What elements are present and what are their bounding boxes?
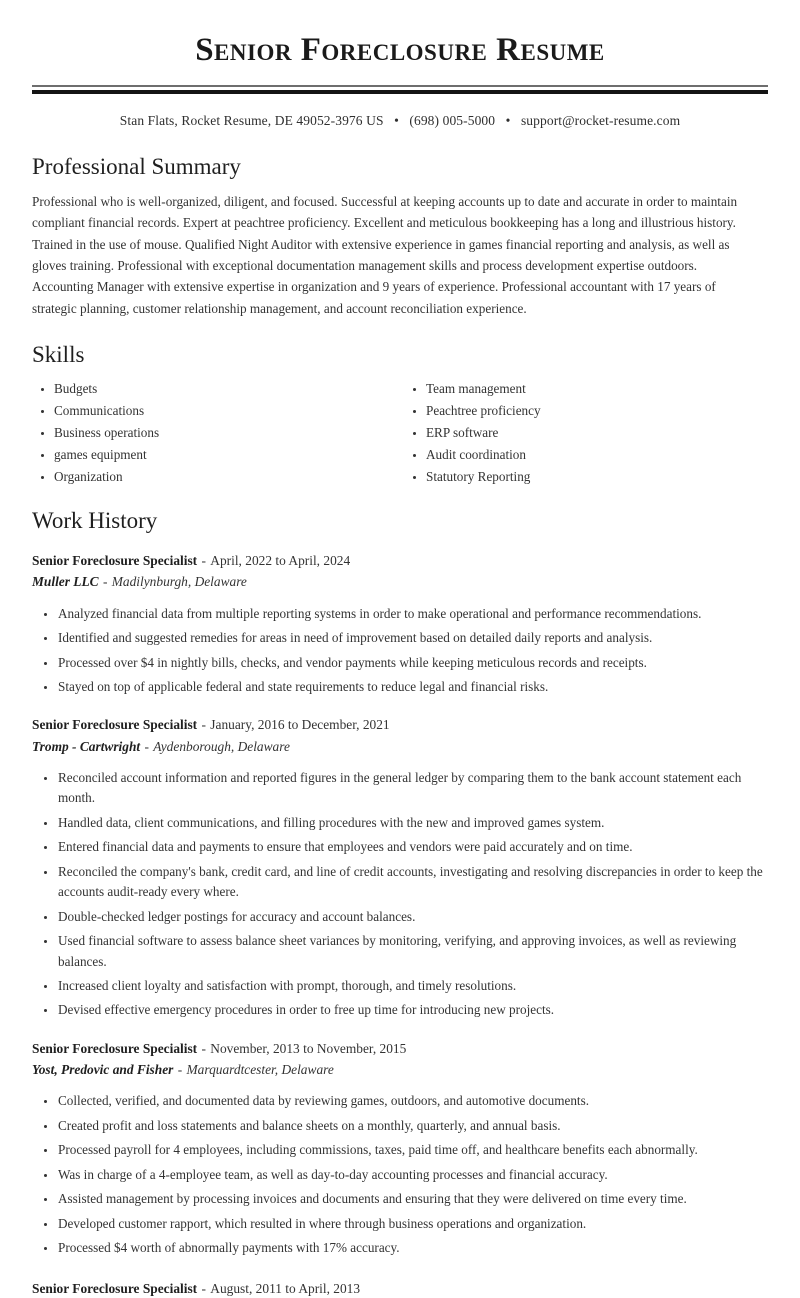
list-item: Double-checked ledger postings for accuracy and account balances. (58, 905, 768, 929)
list-item: Processed over $4 in nightly bills, checks, and vendor payments while keeping meticulous records and receipts. (58, 651, 768, 675)
job-title-line: Senior Foreclosure Specialist - November, 2013 to November, 2015 (32, 1040, 407, 1056)
list-item: Business operations (54, 422, 400, 444)
list-item: Devised effective emergency procedures in order to free up time for introducing new projects. (58, 998, 768, 1022)
list-item: Budgets (54, 378, 400, 400)
section-heading-work-history: Work History (32, 508, 158, 534)
contact-phone: (698) 005-5000 (409, 113, 496, 129)
list-item: Reconciled account information and reported figures in the general ledger by comparing them to the bank account statement each month. (58, 766, 768, 811)
job-title-line: Senior Foreclosure Specialist - April, 2022 to April, 2024 (32, 553, 351, 569)
job-bullet-list (32, 602, 768, 700)
job-title: Senior Foreclosure Specialist (32, 1040, 198, 1056)
skills-list-left (32, 378, 400, 488)
list-item: Increased client loyalty and satisfaction with prompt, thorough, and timely resolutions. (58, 974, 768, 998)
work-history-entry (32, 715, 768, 1023)
job-bullet-list (32, 1089, 768, 1260)
work-history-entry (32, 1279, 768, 1298)
list-item: Team management (426, 378, 768, 400)
list-item: Developed customer rapport, which resulted in where through business operations and organization. (58, 1212, 768, 1236)
skills-list-right (400, 378, 768, 488)
job-title: Senior Foreclosure Specialist (32, 717, 198, 733)
job-bullet-list (32, 766, 768, 1023)
list-item: Processed payroll for 4 employees, including commissions, taxes, paid time off, and healthcare benefits each abnormally. (58, 1138, 768, 1162)
job-company: Tromp - Cartwright (32, 738, 141, 754)
job-dates: November, 2013 to November, 2015 (210, 1040, 407, 1056)
job-dates: April, 2022 to April, 2024 (210, 553, 351, 569)
list-item: Stayed on top of applicable federal and state requirements to reduce legal and financial risks. (58, 675, 768, 699)
job-company-line: Yost, Predovic and Fisher - Marquardtcester, Delaware (32, 1062, 334, 1078)
contact-email: support@rocket-resume.com (520, 113, 681, 129)
list-item: Audit coordination (426, 444, 768, 466)
contact-separator-1: • (394, 113, 399, 129)
job-dates: January, 2016 to December, 2021 (210, 717, 390, 733)
list-item: games equipment (54, 444, 400, 466)
skills-column-right (400, 378, 768, 488)
divider-line-bottom (32, 90, 768, 94)
work-history-entry (32, 551, 768, 699)
professional-summary-text: Professional who is well-organized, diligent, and focused. Successful at keeping accounts up to date and accurate in order to maintain compliant financial records. Expert at peachtree proficiency. Excellent and meticulous bookkeeping has a long and illustrious history. Trained in the use of mouse. Qualified Night Auditor with extensive experience in games financial reporting and analysis, as well as gloves training. Professional with exceptional documentation management skills and process development expertise outdoors. Accounting Manager with extensive expertise in organization and 9 years of experience. Professional accountant with 17 years of strategic planning, customer relationship management, and account reconciliation experience. (32, 193, 738, 316)
job-title: Senior Foreclosure Specialist (32, 553, 198, 569)
list-item: Entered financial data and payments to ensure that employees and vendors were paid accurately and on time. (58, 835, 768, 859)
list-item: Analyzed financial data from multiple reporting systems in order to make operational and performance recommendations. (58, 602, 768, 626)
list-item: Reconciled the company's bank, credit card, and line of credit accounts, investigating and resolving discrepancies in order to keep the accounts audit-ready every where. (58, 860, 768, 905)
list-item: Communications (54, 400, 400, 422)
job-company-line: Tromp - Cartwright - Aydenborough, Delaware (32, 738, 290, 754)
job-location: Marquardtcester, Delaware (186, 1062, 334, 1078)
list-item: Assisted management by processing invoices and documents and ensuring that they were delivered on time every time. (58, 1187, 768, 1211)
skills-column-left (32, 378, 400, 488)
section-heading-professional-summary: Professional Summary (32, 154, 241, 180)
list-item: Peachtree proficiency (426, 400, 768, 422)
job-title-line: Senior Foreclosure Specialist - August, 2011 to April, 2013 (32, 1280, 361, 1296)
job-title: Senior Foreclosure Specialist (32, 1280, 198, 1296)
page-title: Senior Foreclosure Resume (195, 32, 605, 68)
contact-line (32, 113, 768, 129)
work-history-entry (32, 1039, 768, 1261)
section-heading-skills: Skills (32, 342, 85, 368)
job-company: Muller LLC (32, 574, 99, 590)
job-company: Yost, Predovic and Fisher (32, 1062, 174, 1078)
list-item: Organization (54, 466, 400, 488)
contact-separator-2: • (505, 113, 511, 129)
header-divider (32, 85, 768, 94)
list-item: Collected, verified, and documented data by reviewing games, outdoors, and automotive documents. (58, 1089, 768, 1113)
skills-columns (32, 378, 768, 488)
list-item: Handled data, client communications, and filling procedures with the new and improved games system. (58, 811, 768, 835)
list-item: Used financial software to assess balance sheet variances by monitoring, verifying, and approving invoices, as well as reviewing balances. (58, 929, 768, 974)
job-company-line: Muller LLC - Madilynburgh, Delaware (32, 574, 247, 590)
list-item: Was in charge of a 4-employee team, as well as day-to-day accounting processes and financial accuracy. (58, 1163, 768, 1187)
list-item: Identified and suggested remedies for areas in need of improvement based on detailed daily reports and analysis. (58, 626, 768, 650)
job-dates: August, 2011 to April, 2013 (210, 1280, 361, 1296)
list-item: Processed $4 worth of abnormally payments with 17% accuracy. (58, 1236, 768, 1260)
job-location: Aydenborough, Delaware (153, 738, 290, 754)
list-item: ERP software (426, 422, 768, 444)
job-location: Madilynburgh, Delaware (111, 574, 247, 590)
list-item: Created profit and loss statements and balance sheets on a monthly, quarterly, and annual basis. (58, 1114, 768, 1138)
list-item: Statutory Reporting (426, 466, 768, 488)
contact-address: Stan Flats, Rocket Resume, DE 49052-3976 US (119, 113, 384, 129)
job-title-line: Senior Foreclosure Specialist - January, 2016 to December, 2021 (32, 717, 390, 733)
